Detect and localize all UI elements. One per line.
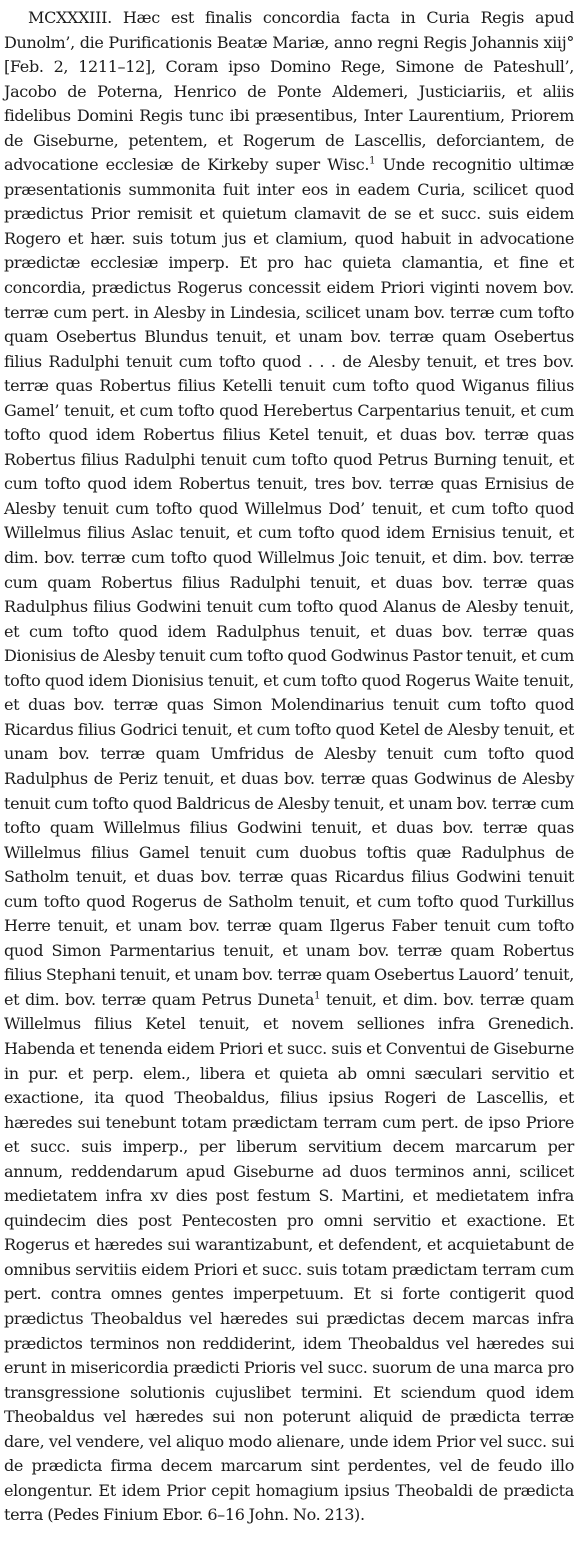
footnote-mark: 1: [314, 990, 321, 1002]
entry-text-segment-2: Unde recognitio ultimæ præsentationis summonita fuit inter eos in eadem Curia, scilicet quod prædictus Prior remisit et quietum clamavit de se et succ. suis eidem Rogero et hær. suis totum jus et clamium, quod habuit in advocatione prædictæ ecclesiæ imperp. Et pro hac quieta clamantia, et fine et concordia, prædictus Rogerus concessit eidem Priori viginti novem bov. terræ cum pert. in Alesby in Lindesia, scilicet unam bov. terræ cum tofto quam Osebertus Blundus tenuit, et unam bov. terræ quam Osebertus filius Radulphi tenuit cum tofto quod . . . de Alesby tenuit, et tres bov. terræ quas Robertus filius Ketelli tenuit cum tofto quod Wiganus filius Gamel’ tenuit, et cum tofto quod Herebertus Carpentarius tenuit, et cum tofto quod idem Robertus filius Ketel tenuit, et duas bov. terræ quas Robertus filius Radulphi tenuit cum tofto quod Petrus Burning tenuit, et cum tofto quod idem Robertus tenuit, tres bov. terræ quas Ernisius de Alesby tenuit cum tofto quod Willelmus Dod’ tenuit, et cum tofto quod Willelmus filius Aslac tenuit, et cum tofto quod idem Ernisius tenuit, et dim. bov. terræ cum tofto quod Willelmus Joic tenuit, et dim. bov. terræ cum quam Robertus filius Radulphi tenuit, et duas bov. terræ quas Radulphus filius Godwini tenuit cum tofto quod Alanus de Alesby tenuit, et cum tofto quod idem Radulphus tenuit, et duas bov. terræ quas Dionisius de Alesby tenuit cum tofto quod Godwinus Pastor tenuit, et cum tofto quod idem Dionisius tenuit, et cum tofto quod Rogerus Waite tenuit, et duas bov. terræ quas Simon Molendinarius tenuit cum tofto quod Ricardus filius Godrici tenuit, et cum tofto quod Ketel de Alesby tenuit, et unam bov. terræ quam Umfridus de Alesby tenuit cum tofto quod Radulphus de Periz tenuit, et duas bov. terræ quas Godwinus de Alesby tenuit cum tofto quod Baldricus de Alesby tenuit, et unam bov. terræ cum tofto quam Willelmus filius Godwini tenuit, et duas bov. terræ quas Willelmus filius Gamel tenuit cum duobus toftis quæ Radulphus de Satholm tenuit, et duas bov. terræ quas Ricardus filius Godwini tenuit cum tofto quod Rogerus de Satholm tenuit, et cum tofto quod Turkillus Herre tenuit, et unam bov. terræ quam Ilgerus Faber tenuit cum tofto quod Simon Parmentarius tenuit, et unam bov. terræ quam Robertus filius Stephani tenuit, et unam bov. terræ quam Osebertus Lauord’ tenuit, et dim. bov. terræ quam Petrus Duneta: [4, 155, 574, 1009]
footnote-mark: 1: [369, 155, 376, 167]
entry-number: MCXXXIII.: [28, 8, 112, 27]
charter-entry: [4, 6, 574, 1528]
entry-text-segment-3: tenuit, et dim. bov. terræ quam Willelmus filius Ketel tenuit, et novem selliones infra Grenedich. Habenda et tenenda eidem Priori et succ. suis et Conventui de Giseburne in pur. et perp. elem., libera et quieta ab omni sæculari servitio et exactione, ita quod Theobaldus, filius ipsius Rogeri de Lascellis, et hæredes sui tenebunt totam prædictam terram cum pert. de ipso Priore et succ. suis imperp., per liberum servitium decem marcarum per annum, reddendarum apud Giseburne ad duos terminos anni, scilicet medietatem infra xv dies post festum S. Martini, et medietatem infra quindecim dies post Pentecosten pro omni servitio et exactione. Et Rogerus et hæredes sui warantizabunt, et defendent, et acquietabunt de omnibus servitiis eidem Priori et succ. suis totam prædictam terram cum pert. contra omnes gentes imperpetuum. Et si forte contigerit quod prædictus Theobaldus vel hæredes sui prædictas decem marcas infra prædictos terminos non reddiderint, idem Theobaldus vel hæredes sui erunt in misericordia prædicti Prioris vel succ. suorum de una marca pro transgressione solutionis cujuslibet termini. Et sciendum quod idem Theobaldus vel hæredes sui non poterunt aliquid de prædicta terræ dare, vel vendere, vel aliquo modo alienare, unde idem Prior vel succ. sui de prædicta firma decem marcarum sint perdentes, vel de feudo illo elongentur. Et idem Prior cepit homagium ipsius Theobaldi de prædicta terra (Pedes Finium Ebor. 6–16 John. No. 213).: [4, 989, 574, 1525]
entry-text-segment-1: Hæc est finalis concordia facta in Curia Regis apud Dunolm’, die Purificationis Beatæ Mariæ, anno regni Regis Johannis xiij° [Feb. 2, 1211–12], Coram ipso Domino Rege, Simone de Pateshull’, Jacobo de Poterna, Henrico de Ponte Aldemeri, Justiciariis, et aliis fidelibus Domini Regis tunc ibi præsentibus, Inter Laurentium, Priorem de Giseburne, petentem, et Rogerum de Lascellis, deforciantem, de advocatione ecclesiæ de Kirkeby super Wisc.: [4, 8, 574, 175]
